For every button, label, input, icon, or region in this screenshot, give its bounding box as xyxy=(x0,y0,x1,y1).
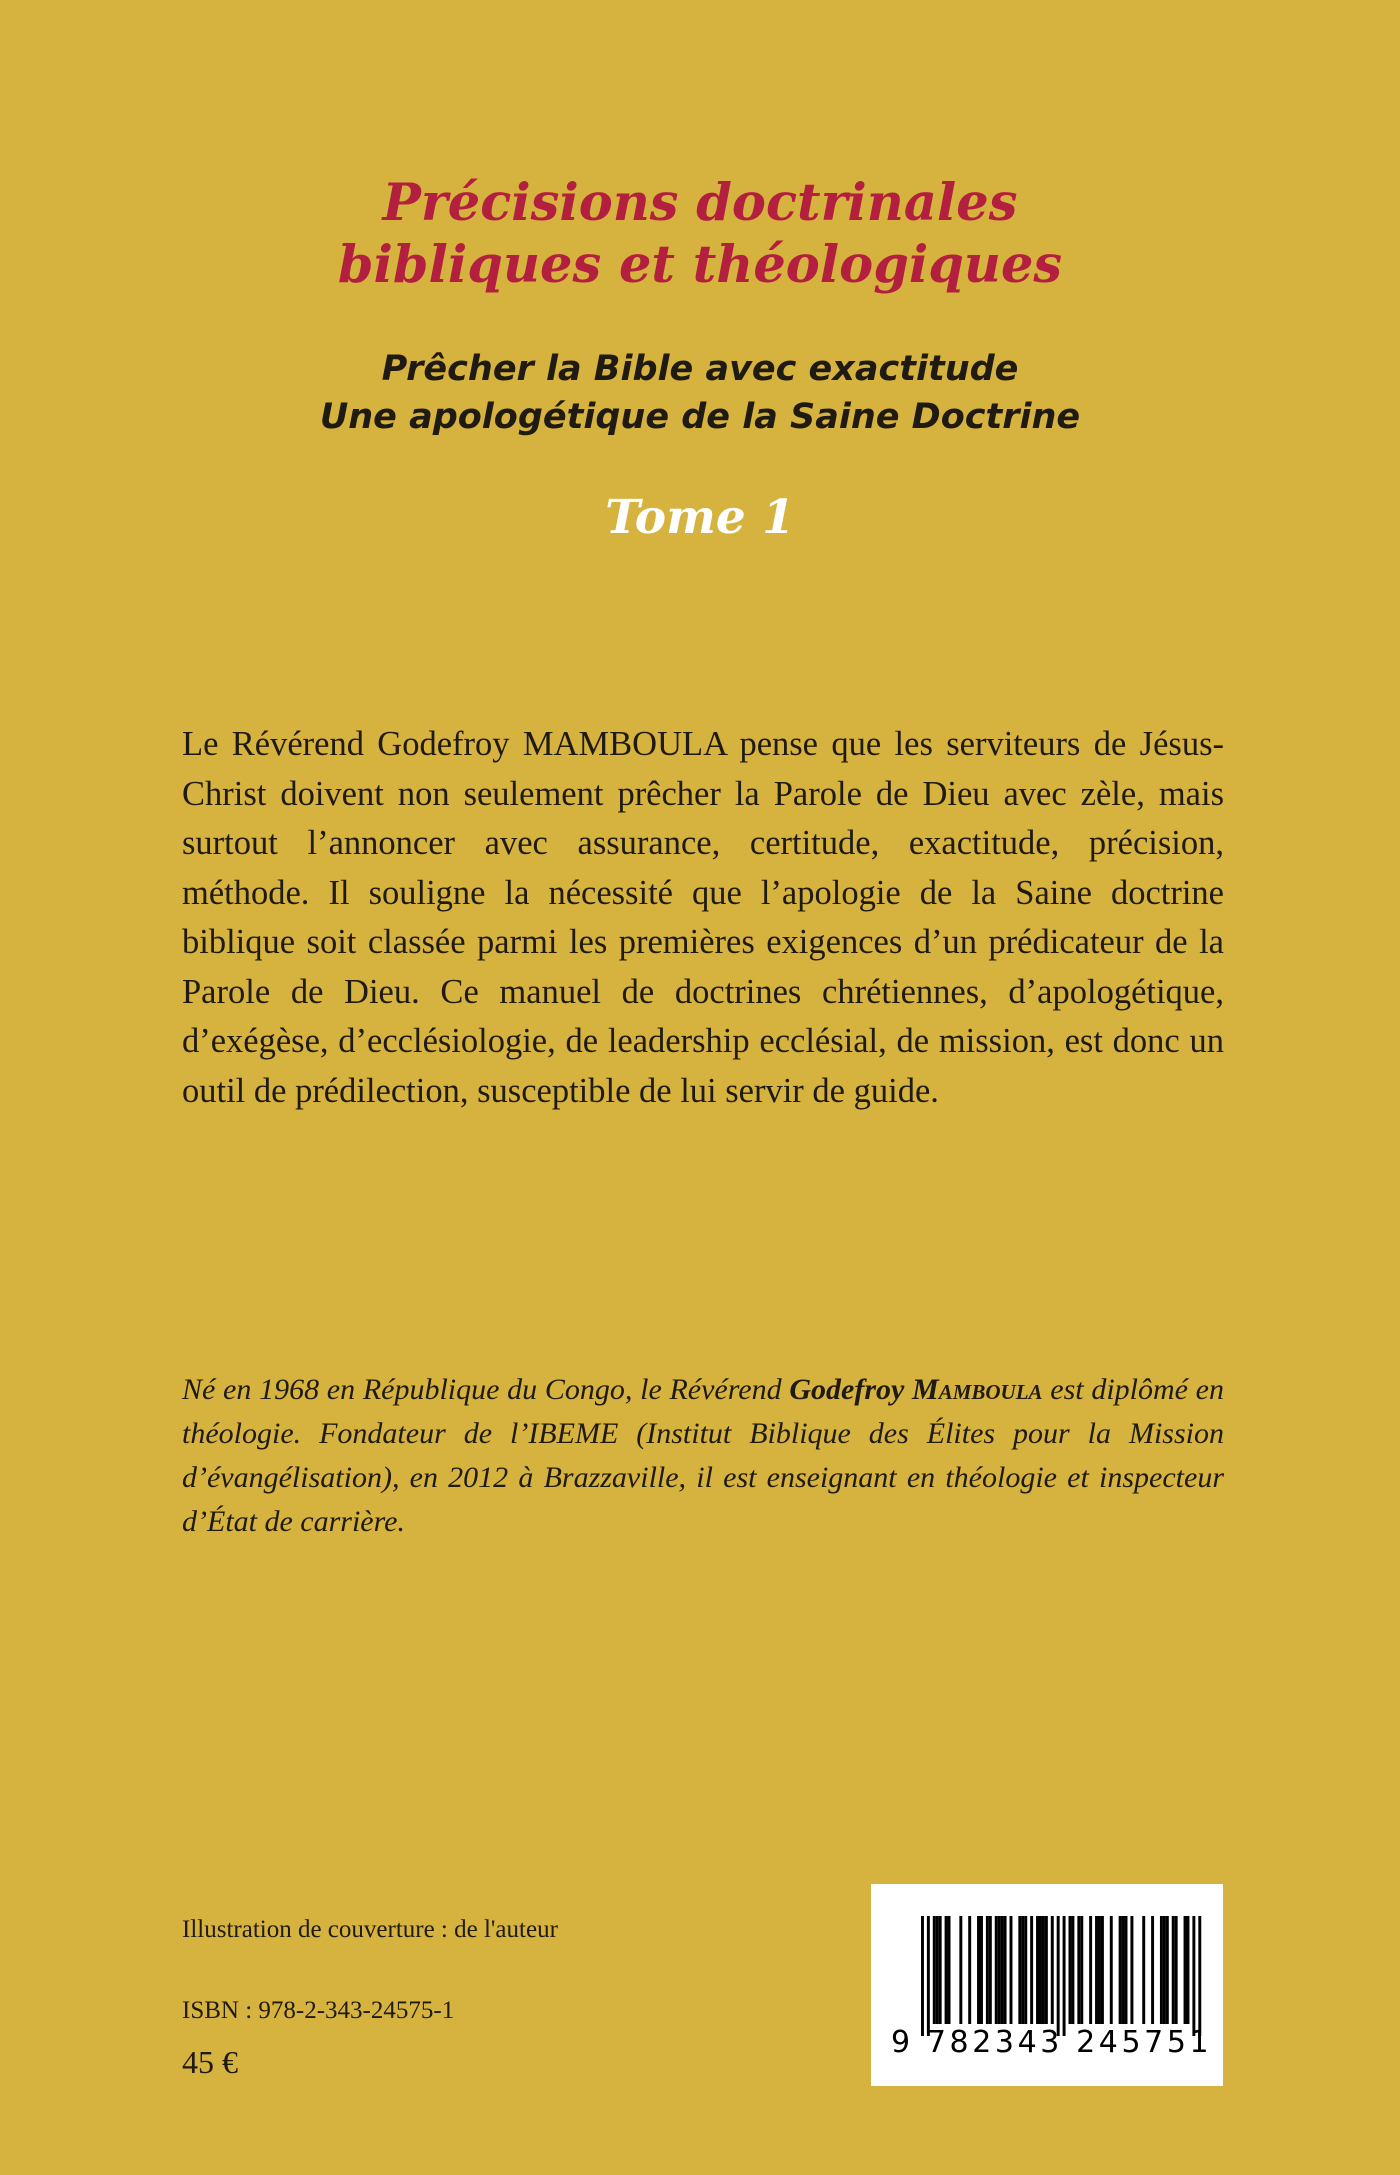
barcode-bar xyxy=(933,1916,936,2024)
barcode xyxy=(871,1884,1223,2086)
barcode-bar xyxy=(1192,1916,1195,2036)
barcode-bar xyxy=(986,1916,989,2024)
barcode-bar xyxy=(1098,1916,1101,2024)
barcode-bar xyxy=(1160,1916,1163,2024)
book-subtitle-line-2: Une apologétique de la Saine Doctrine xyxy=(319,397,1081,437)
barcode-bar xyxy=(1166,1916,1169,2024)
barcode-bar xyxy=(1142,1916,1145,2024)
volume-label: Tome 1 xyxy=(605,490,795,545)
author-first-name: Godefroy xyxy=(789,1373,913,1406)
barcode-bar xyxy=(1151,1916,1154,2024)
barcode-bar xyxy=(1175,1916,1178,2024)
barcode-bar xyxy=(948,1916,951,2024)
barcode-bar xyxy=(1063,1916,1066,2036)
barcode-bar xyxy=(927,1916,930,2036)
author-bio-rest: est diplômé en théologie. Fondateur de l’IBEME (Institut Biblique des Élites pour la Mission d’évangélisation), en 2012 à Brazzaville, il est enseignant en théologie et inspecteur d’État de carrière. xyxy=(182,1373,1225,1538)
barcode-bar xyxy=(1071,1916,1074,2024)
barcode-bar xyxy=(1001,1916,1004,2024)
barcode-bar xyxy=(1004,1916,1007,2024)
barcode-bar xyxy=(1095,1916,1098,2024)
barcode-bar xyxy=(1125,1916,1128,2024)
author-name xyxy=(789,1373,1042,1406)
author-bio-intro: Né en 1968 en République du Congo, le Révérend xyxy=(182,1373,790,1406)
barcode-bar xyxy=(1030,1916,1033,2024)
barcode-digits: 9 782343 245751 xyxy=(891,2025,1213,2060)
barcode-bar xyxy=(939,1916,942,2024)
barcode-bar xyxy=(1042,1916,1045,2024)
barcode-bar xyxy=(1080,1916,1083,2024)
barcode-bar xyxy=(1077,1916,1080,2024)
price: 45 € xyxy=(182,2044,238,2080)
barcode-bar xyxy=(959,1916,962,2024)
illustration-credit: Illustration de couverture : de l'auteur xyxy=(182,1916,558,1943)
barcode-bar xyxy=(989,1916,992,2024)
barcode-bar xyxy=(1119,1916,1122,2024)
barcode-bar xyxy=(936,1916,939,2024)
barcode-bar xyxy=(1021,1916,1024,2024)
barcode-bar xyxy=(998,1916,1001,2024)
book-subtitle-line-1: Prêcher la Bible avec exactitude xyxy=(381,349,1019,389)
barcode-bar xyxy=(1187,1916,1190,2024)
barcode-bar xyxy=(1024,1916,1027,2024)
barcode-bar xyxy=(1122,1916,1125,2024)
back-cover-blurb: Le Révérend Godefroy MAMBOULA pense que les serviteurs de Jésus-Christ doivent non seulement prêcher la Parole de Dieu avec zèle, mais surtout l’annoncer avec assurance, certitude, exactitude, précision, méthode. Il souligne la nécessité que l’apologie de la Saine doctrine biblique soit classée parmi les premières exigences d’un prédicateur de la Parole de Dieu. Ce manuel de doctrines chrétiennes, d’apologétique, d’exégèse, d’ecclésiologie, de leadership ecclésial, de mission, est donc un outil de prédilection, susceptible de lui servir de guide. xyxy=(182,725,1224,1110)
barcode-bar xyxy=(1089,1916,1092,2024)
barcode-bar xyxy=(1172,1916,1175,2024)
barcode-bar xyxy=(977,1916,980,2024)
barcode-bar xyxy=(1069,1916,1072,2024)
barcode-bar xyxy=(1163,1916,1166,2024)
barcode-bar xyxy=(1039,1916,1042,2024)
barcode-bar xyxy=(945,1916,948,2024)
barcode-bar xyxy=(995,1916,998,2024)
book-title-line-2: bibliques et théologiques xyxy=(337,235,1063,295)
barcode-bar xyxy=(1036,1916,1039,2024)
barcode-bar xyxy=(1110,1916,1113,2024)
barcode-bar xyxy=(921,1916,924,2036)
barcode-bar xyxy=(980,1916,983,2024)
barcode-bar xyxy=(1018,1916,1021,2024)
barcode-bar xyxy=(1184,1916,1187,2024)
barcode-bar xyxy=(1057,1916,1060,2036)
barcode-bar xyxy=(1051,1916,1054,2024)
barcode-bar xyxy=(1045,1916,1048,2024)
book-title-line-1: Précisions doctrinales xyxy=(382,173,1018,233)
barcode-bar xyxy=(1130,1916,1133,2024)
barcode-bar xyxy=(1198,1916,1201,2036)
author-last-name: Mamboula xyxy=(912,1373,1043,1406)
barcode-bar xyxy=(1010,1916,1013,2024)
barcode-bar xyxy=(1101,1916,1104,2024)
barcode-bar xyxy=(968,1916,971,2024)
author-bio xyxy=(182,1368,1224,1544)
isbn: ISBN : 978-2-343-24575-1 xyxy=(182,1997,455,2024)
